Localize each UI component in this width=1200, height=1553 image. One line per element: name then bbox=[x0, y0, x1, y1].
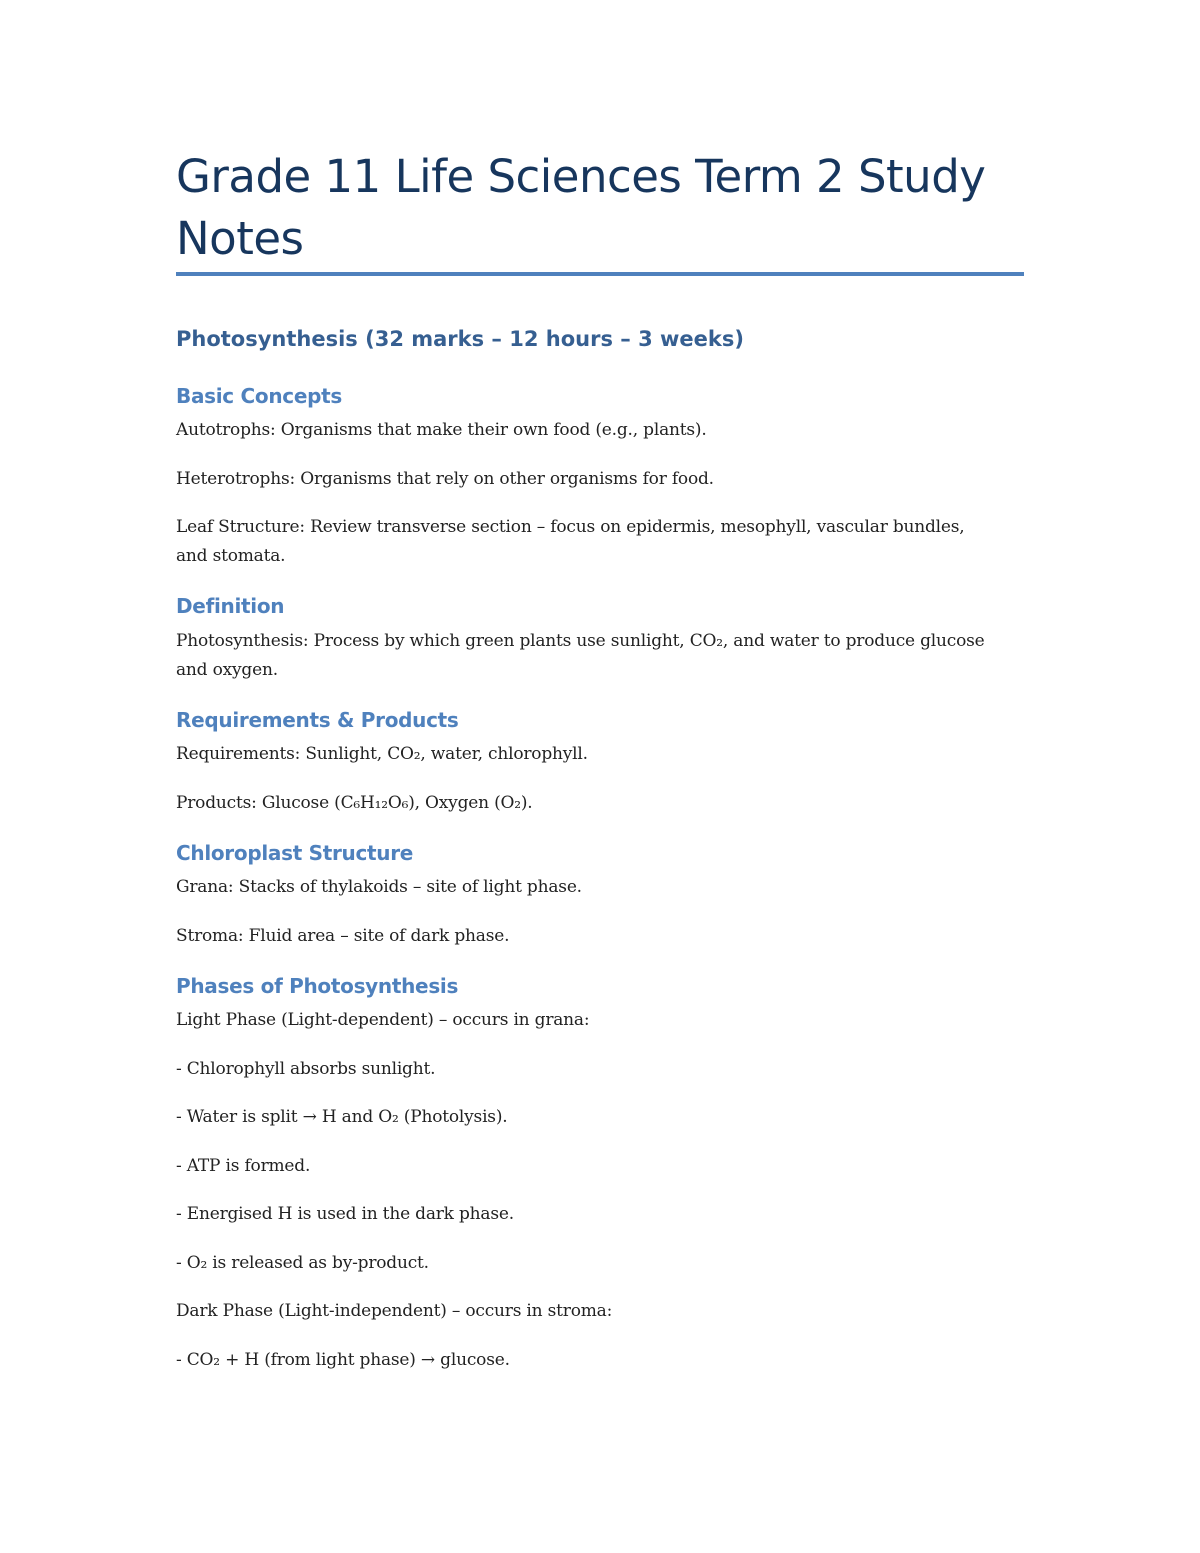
subheading-definition: Definition bbox=[176, 594, 285, 618]
paragraph-leaf-structure: Leaf Structure: Review transverse section – focus on epidermis, mesophyll, vascular bundles, and stomata. bbox=[176, 517, 965, 566]
title-underline bbox=[176, 272, 1024, 276]
document-title: Grade 11 Life Sciences Term 2 Study Notes bbox=[176, 150, 986, 265]
list-item-dark-1: - CO₂ + H (from light phase) → glucose. bbox=[176, 1350, 510, 1370]
list-item-light-5: - O₂ is released as by-product. bbox=[176, 1253, 429, 1273]
paragraph-requirements: Requirements: Sunlight, CO₂, water, chlorophyll. bbox=[176, 744, 588, 764]
paragraph-definition: Photosynthesis: Process by which green plants use sunlight, CO₂, and water to produce glucose and oxygen. bbox=[176, 631, 985, 680]
paragraph-autotrophs: Autotrophs: Organisms that make their own food (e.g., plants). bbox=[176, 420, 707, 440]
paragraph-grana: Grana: Stacks of thylakoids – site of light phase. bbox=[176, 877, 582, 897]
list-item-light-1: - Chlorophyll absorbs sunlight. bbox=[176, 1059, 436, 1079]
subheading-requirements-products: Requirements & Products bbox=[176, 708, 459, 732]
paragraph-light-phase-intro: Light Phase (Light-dependent) – occurs in grana: bbox=[176, 1010, 590, 1030]
list-item-light-4: - Energised H is used in the dark phase. bbox=[176, 1204, 514, 1224]
paragraph-stroma: Stroma: Fluid area – site of dark phase. bbox=[176, 926, 510, 946]
subheading-chloroplast-structure: Chloroplast Structure bbox=[176, 841, 414, 865]
paragraph-products: Products: Glucose (C₆H₁₂O₆), Oxygen (O₂). bbox=[176, 793, 533, 813]
subheading-phases: Phases of Photosynthesis bbox=[176, 974, 459, 998]
paragraph-dark-phase-intro: Dark Phase (Light-independent) – occurs in stroma: bbox=[176, 1301, 613, 1321]
list-item-light-2: - Water is split → H and O₂ (Photolysis). bbox=[176, 1107, 508, 1127]
paragraph-heterotrophs: Heterotrophs: Organisms that rely on other organisms for food. bbox=[176, 469, 714, 489]
section-heading-photosynthesis: Photosynthesis (32 marks – 12 hours – 3 weeks) bbox=[176, 327, 744, 351]
list-item-light-3: - ATP is formed. bbox=[176, 1156, 311, 1176]
subheading-basic-concepts: Basic Concepts bbox=[176, 384, 342, 408]
